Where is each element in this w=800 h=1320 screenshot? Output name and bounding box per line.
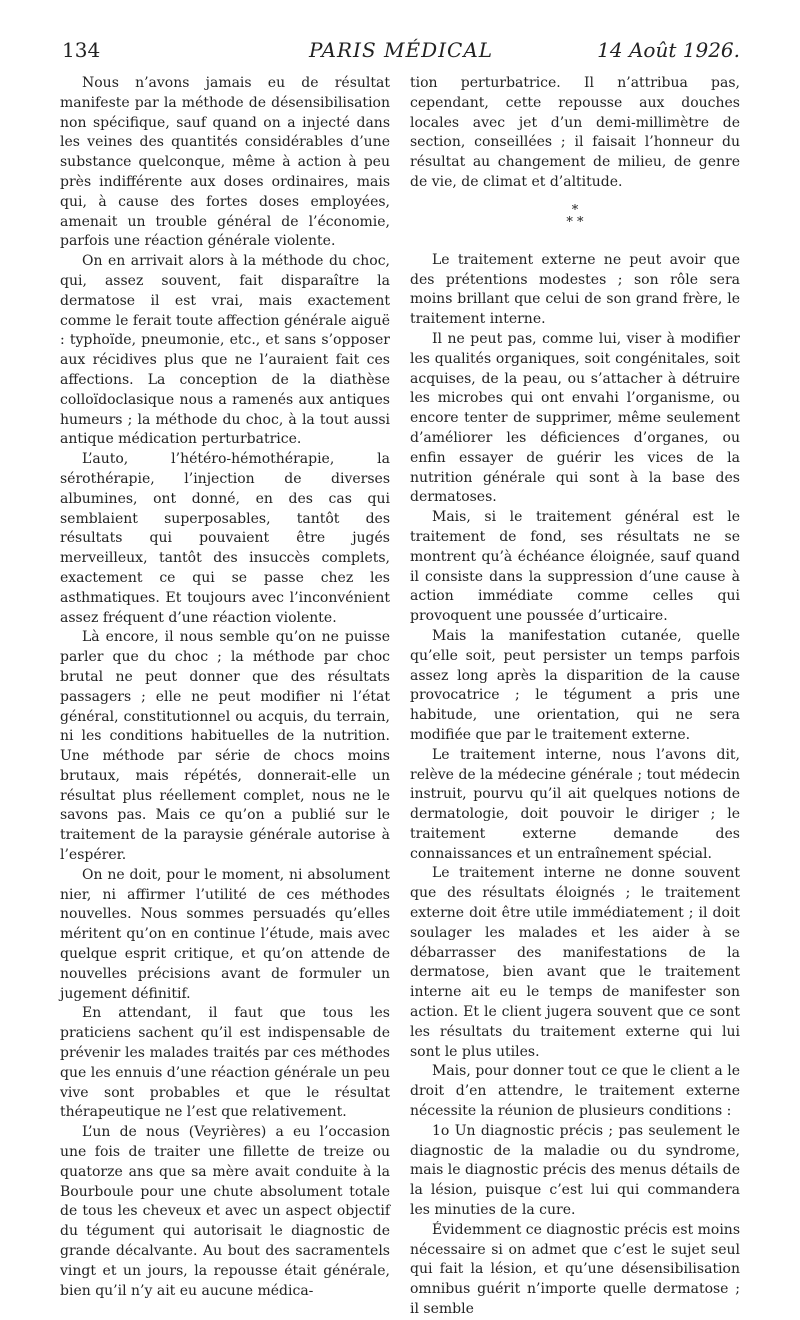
asterism-top: *	[571, 202, 579, 218]
paragraph: L’un de nous (Veyrières) a eu l’occasion une fois de traiter une fillette de treize ou quatorze ans que sa mère avait conduite à la Bourboule pour une chute absolument totale de tous les cheveux et avec un aspect objectif du tégument qui autorisait le diagnostic de grande décalvante. Au bout des sacramentels vingt et un jours, la repousse était générale, bien qu’il n’y ait eu aucune médica-	[60, 1124, 390, 1299]
paragraph: Évidemment ce diagnostic précis est moins nécessaire si on admet que c’est le sujet seul qui fait la lésion, et qu’une désensibilisation omnibus guérit n’importe quelle dermatose ; il semble	[410, 1221, 740, 1318]
paragraph: En attendant, il faut que tous les praticiens sachent qu’il est indispensable de prévenir les malades traités par ces méthodes que les ennuis d’une réaction générale un peu vive sont probables et que le résultat thérapeutique ne l’est que relativement.	[60, 1005, 390, 1121]
paragraph: Le traitement externe ne peut avoir que des prétentions modestes ; son rôle sera moins brillant que celui de son grand frère, le traitement interne.	[410, 251, 740, 328]
paragraph: 1o Un diagnostic précis ; pas seulement le diagnostic de la maladie ou du syndrome, mais le diagnostic précis des menus détails de la lésion, puisque c’est lui qui commandera les minuties de la cure.	[410, 1122, 740, 1219]
paragraph: Nous n’avons jamais eu de résultat manifeste par la méthode de désensibilisation non spécifique, sauf quand on a injecté dans les veines des quantités considérables d’une substance quelconque, même à action à peu près indifférente aux doses ordinaires, mais qui, à cause des fortes doses employées, amenait un trouble général de l’économie, parfois une réaction générale violente.	[60, 75, 390, 250]
journal-title: PARIS MÉDICAL	[308, 38, 494, 62]
page-header	[62, 38, 740, 68]
paragraph: On ne doit, pour le moment, ni absolument nier, ni affirmer l’utilité de ces méthodes nouvelles. Nous sommes persuadés qu’elles méritent qu’on en continue l’étude, mais avec quelque esprit critique, et qu’on attende de nouvelles précisions avant de formuler un jugement définitif.	[60, 866, 390, 1002]
page-number: 134	[62, 38, 101, 62]
paragraph: Le traitement interne, nous l’avons dit, relève de la médecine générale ; tout médecin instruit, pourvu qu’il ait quelques notions de dermatologie, doit pouvoir le diriger ; le traitement externe demande des connaissances et un entraînement spécial.	[410, 746, 740, 862]
paragraph: Mais, pour donner tout ce que le client a le droit d’en attendre, le traitement externe nécessite la réunion de plusieurs conditions :	[410, 1063, 740, 1120]
section-asterism	[410, 202, 740, 230]
left-column	[60, 74, 390, 1301]
paragraph: Mais, si le traitement général est le traitement de fond, ses résultats ne se montrent qu’à échéance éloignée, sauf quand il consiste dans la suppression d’une cause à action immédiate comme celles qui provoquent une poussée d’urticaire.	[410, 509, 740, 625]
asterism-bottom: * *	[566, 214, 584, 230]
paragraph-continuation: tion perturbatrice. Il n’attribua pas, cependant, cette repousse aux douches locales avec jet d’un demi-millimètre de section, conseillées ; il faisait l’honneur du résultat au changement de milieu, de genre de vie, de climat et d’altitude.	[410, 75, 740, 190]
paragraph: Là encore, il nous semble qu’on ne puisse parler que du choc ; la méthode par choc brutal ne peut donner que des résultats passagers ; elle ne peut modifier ni l’état général, constitutionnel ou acquis, du terrain, ni les conditions habituelles de la nutrition. Une méthode par série de chocs moins brutaux, mais répétés, donnerait-elle un résultat plus réellement complet, nous ne le savons pas. Mais ce qu’on a publié sur le traitement de la paraysie générale autorise à l’espérer.	[60, 629, 390, 864]
paragraph: L’auto, l’hétéro-hémothérapie, la sérothérapie, l’injection de diverses albumines, ont donné, en des cas qui semblaient superposables, tantôt des résultats qui pouvaient être jugés merveilleux, tantôt des insuccès complets, exactement ce qui se passe chez les asthmatiques. Et toujours avec l’inconvénient assez fréquent d’une réaction violente.	[60, 451, 390, 626]
paragraph: On en arrivait alors à la méthode du choc, qui, assez souvent, fait disparaître la dermatose il est vrai, mais exactement comme le ferait toute affection générale aiguë : typhoïde, pneumonie, etc., et sans s’opposer aux récidives plus que ne l’auraient fait ces affections. La conception de la diathèse colloïdoclasique nous a ramenés aux antiques humeurs ; la méthode du choc, à la tout aussi antique médication perturbatrice.	[60, 253, 390, 448]
paragraph: Le traitement interne ne donne souvent que des résultats éloignés ; le traitement externe doit être utile immédiatement ; il doit soulager les malades et les aider à se débarrasser des manifestations de la dermatose, bien avant que le traitement interne ait eu le temps de manifester son action. Et le client jugera souvent que ce sont les résultats du traitement externe qui lui sont le plus utiles.	[410, 865, 740, 1060]
paragraph: Mais la manifestation cutanée, quelle qu’elle soit, peut persister un temps parfois assez long après la disparition de la cause provocatrice ; le tégument a pris une habitude, une orientation, qui ne sera modifiée que par le traitement externe.	[410, 627, 740, 743]
paragraph: Il ne peut pas, comme lui, viser à modifier les qualités organiques, soit congénitales, soit acquises, de la peau, ou s’attacher à détruire les microbes qui ont envahi l’organisme, ou encore tenter de supprimer, même seulement d’améliorer les déficiences d’organes, ou enfin essayer de guérir les vices de la nutrition générale qui sont à la base des dermatoses.	[410, 330, 740, 506]
right-column	[410, 74, 740, 1320]
issue-date: 14 Août 1926.	[597, 38, 740, 62]
